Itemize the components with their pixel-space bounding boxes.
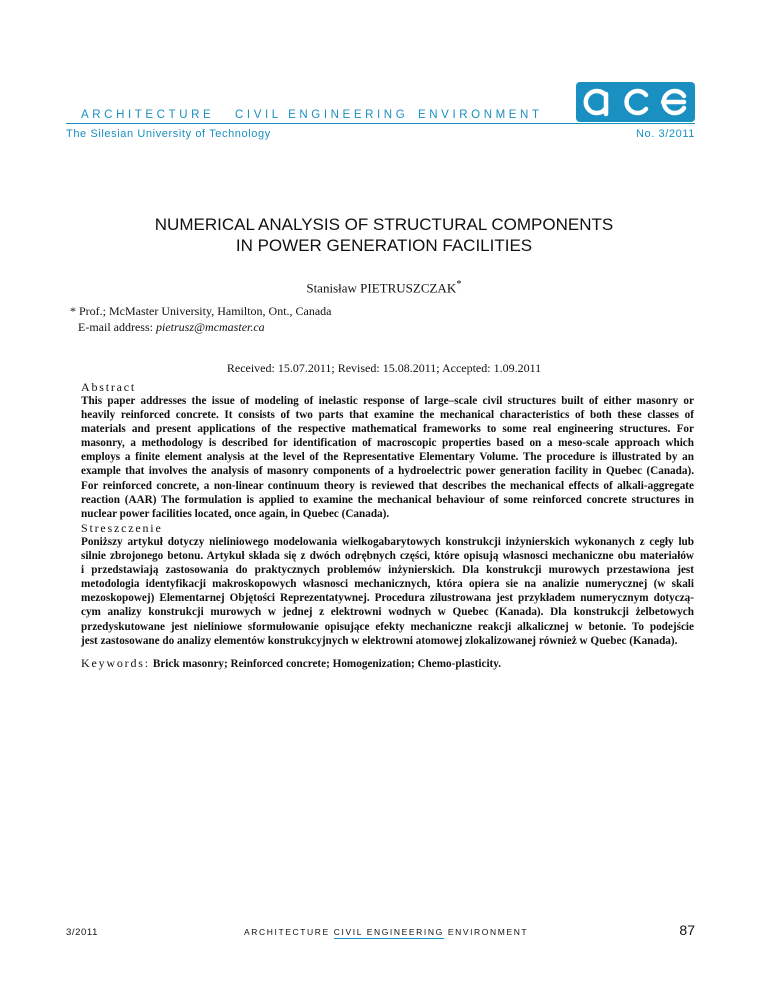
affiliation-mark: * [70,304,79,318]
streszczenie-line: i przedstawiają zastosowania do praktycznych problemów inżynierskich. Dla konstrukcji murowych przestawiona jest [81,564,694,577]
email-link[interactable]: pietrusz@mcmaster.ca [155,320,265,334]
abstract-line: For reinforced concrete, a non-linear continuum theory is reviewed that describes the mechanical effects of alkali-aggregate [81,479,694,492]
page-number: 87 [679,922,695,938]
journal-sections [81,109,543,121]
footer-issue: 3/2011 [66,927,98,938]
received-dates: Received: 15.07.2011; Revised: 15.08.2011; Accepted: 1.09.2011 [226,361,542,375]
streszczenie-line: cym analizy konstrukcji murowych w jednej z elektrowni wodnych w Quebec (Kanada). Dla konstrukcji żelbetowych [81,606,694,619]
author-name: Stanisław PIETRUSZCZAK [306,280,457,296]
title-line-2: IN POWER GENERATION FACILITIES [235,236,533,255]
streszczenie-line: jest zastosowane do analizy elementów konstrukcyjnych w elektrowni atomowej zlokalizowanej również w Quebec (Kanada). [81,634,678,647]
email-label: E-mail address: [78,320,156,334]
abstract-line: employs a finite element analysis at the level of the Representative Elementary Volume. The procedure is illustrated by an [81,451,694,464]
journal-logo [576,82,695,122]
header-rule [66,123,695,124]
issue-number: No. 3/2011 [635,128,695,140]
abstract-line: heavily reinforced concrete. It consists of two parts that examine the mechanical characteristics of both these classes of [81,409,694,422]
university-name: The Silesian University of Technology [66,128,271,140]
section-environment: ENVIRONMENT [418,109,543,121]
footer-sections [244,927,532,939]
abstract-heading: Abstract [81,380,137,394]
abstract-line: This paper addresses the issue of modeling of inelastic response of large–scale civil structures built of either masonry or [81,395,694,407]
article-title [66,214,702,256]
streszczenie-body [81,535,694,648]
streszczenie-line: mezoskopowej) Elementarnej Objętości Reprezentatywnej. Procedura zilustrowana jest przykładem numerycznym dotyczą- [81,592,694,605]
logo-text: ace [576,82,578,83]
footer-section-environment: ENVIRONMENT [447,927,529,937]
abstract-line: masonry, a methodology is described for identification of macroscopic properties based on a meso-scale approach which [81,437,694,450]
footer-section-civil-engineering: CIVIL ENGINEERING [333,927,444,937]
streszczenie-line: silnie zbrojonego betonu. Artykuł składa się z dwóch odrębnych części, które opisują własnosci mechaniczne obu materiałów [81,550,694,563]
streszczenie-line: metodologia identyfikacji makroskopowych własnosci mechanicznych, która opiera sie na analizie numerycznej (w skali [81,578,694,591]
keywords-label: Keywords: [81,656,150,670]
section-architecture: ARCHITECTURE [81,109,215,121]
streszczenie-line: Poniższy artykuł dotyczy nieliniowego modelowania wielkogabarytowych konstrukcji inżynierskich wykonanych z cegły lub [81,536,694,548]
abstract-body [81,394,694,521]
affiliation-text: Prof.; McMaster University, Hamilton, Ont., Canada [79,304,332,318]
streszczenie-heading: Streszczenie [81,521,163,535]
keywords-text: Brick masonry; Reinforced concrete; Homogenization; Chemo-plasticity. [152,658,502,670]
title-line-1: NUMERICAL ANALYSIS OF STRUCTURAL COMPONENTS [154,215,614,234]
abstract-line: nuclear power facilities located, once again, in Quebec (Canada). [81,507,390,520]
abstract-line: materials and present applications of the respective mathematical frameworks to some real engineering structures. For [81,423,694,436]
section-civil-engineering: CIVIL ENGINEERING [235,109,409,121]
affiliation [70,303,332,335]
author-footnote-mark: * [456,278,462,290]
abstract-line: reaction (AAR) The formulation is applied to examine the mechanical behaviour of some reinforced concrete structures in [81,493,694,506]
streszczenie-line: przedyskutowane jest nieliniowe sformułowanie opisujące efekty mechaniczne reakcji alkalicznej w betonie. To podejście [81,620,694,633]
keywords [81,656,501,671]
abstract-line: example that involves the analysis of masonry components of a hydroelectric power generation facility in Quebec (Canada). [81,465,694,478]
author [66,278,702,296]
footer-section-architecture: ARCHITECTURE [244,927,330,937]
